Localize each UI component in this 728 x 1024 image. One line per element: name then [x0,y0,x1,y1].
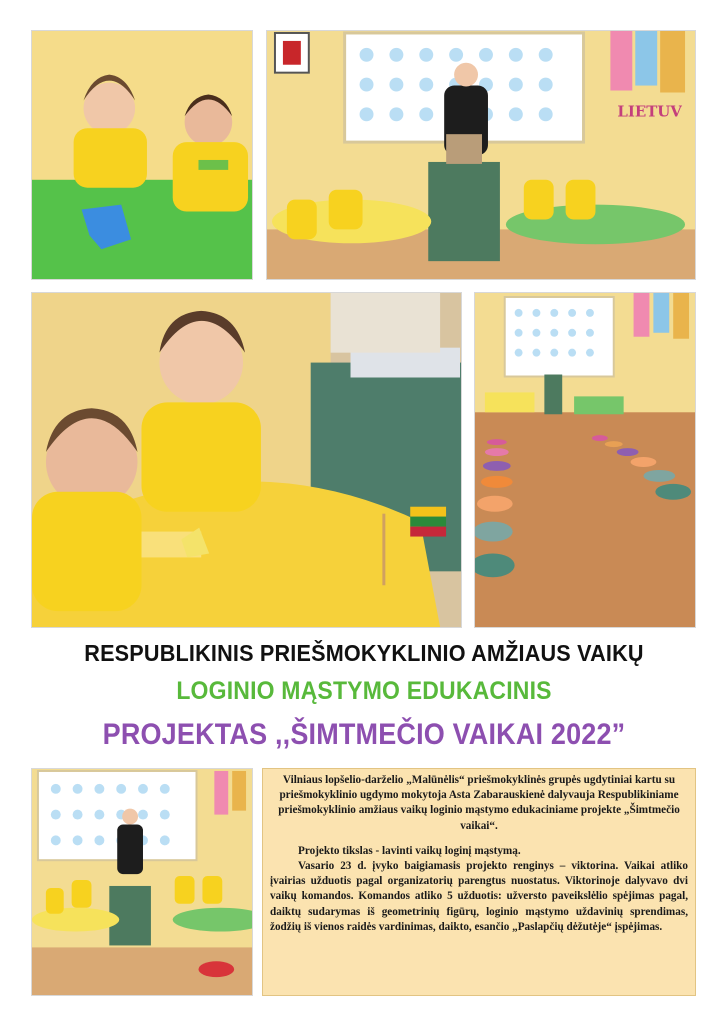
title-line-3: PROJEKTAS ,,ŠIMTMEČIO VAIKAI 2022” [102,718,626,751]
wall-letters: LIETUV [617,102,682,121]
project-description [262,768,696,996]
intro-paragraph: Vilniaus lopšelio-darželio „Malūnėlis“ priešmokyklinės grupės ugdytiniai kartu su priešmokyklinio ugdymo mokytoja Asta Zabarauskienė dalyvauja Respublikiniame priešmokyklinio amžiaus vaikų loginio mąstymo edukaciniame projekte „Šimtmečio vaikai“. [278,774,680,832]
event-paragraph: Vasario 23 d. įvyko baigiamasis projekto renginys – viktorina. Vaikai atliko įvairias užduotis pagal organizatorių parengtus nuostatus. Viktorinoje dalyvavo dvi vaikų komandos. Komandos atliko 5 užduotis: užversto paveikslėlio spėjimas pagal, daiktų sudarymas iš geometrinių figūrų, loginio mąstymo uždavinių sprendimas, žodžių iš vienos raidės vardinimas, daikto, esančio „Paslapčių dėžutėje“ įspėjimas. [270,860,688,933]
goal-paragraph: Projekto tikslas - lavinti vaikų loginį mąstymą. [298,844,521,857]
title-line-1: RESPUBLIKINIS PRIEŠMOKYKLINIO AMŽIAUS VAIKŲ [84,640,644,666]
photo-girls-with-shapes-and-flag [31,292,462,628]
photo-classroom-overview [31,768,253,996]
photo-room-with-round-mats [474,292,696,628]
photo-children-with-blue-cutout [31,30,253,280]
photo-classroom-teacher-reading [266,30,696,280]
title-line-2: LOGINIO MĄSTYMO EDUKACINIS [176,677,552,705]
